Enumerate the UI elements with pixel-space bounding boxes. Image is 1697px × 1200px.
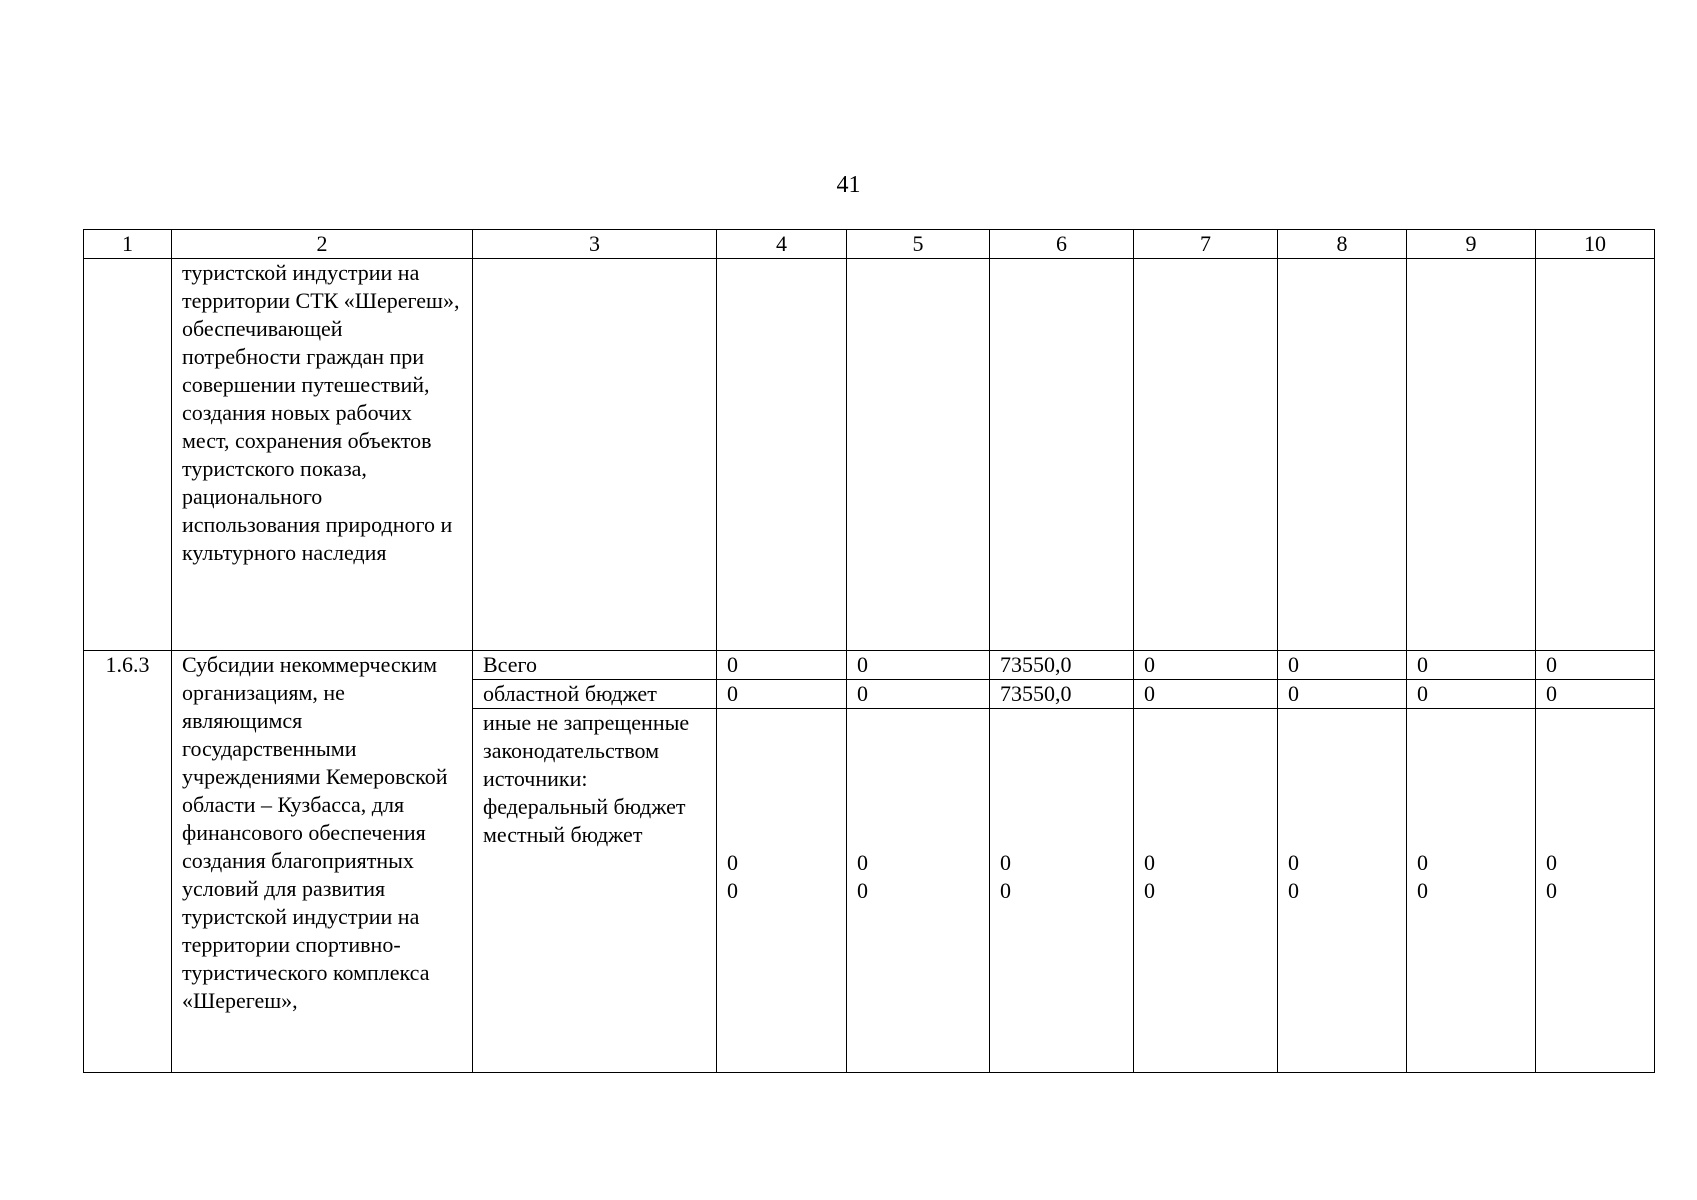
source-label: Всего <box>473 651 717 680</box>
federal-value: 0 <box>727 850 738 875</box>
federal-value: 0 <box>1000 850 1011 875</box>
value-cell: 0 <box>1407 651 1536 680</box>
value-cell <box>1536 259 1655 651</box>
source-label <box>473 709 717 1073</box>
other-sources-label: иные не запрещенные законодательством источники: <box>483 710 690 791</box>
value-cell: 0 <box>1407 680 1536 709</box>
value-cell: 0 <box>717 651 847 680</box>
source-label: областной бюджет <box>473 680 717 709</box>
local-value: 0 <box>1546 878 1557 903</box>
value-cell <box>1278 259 1407 651</box>
column-header: 2 <box>172 230 473 259</box>
value-cell <box>717 709 847 1073</box>
value-cell <box>990 709 1134 1073</box>
federal-value: 0 <box>1144 850 1155 875</box>
value-cell <box>717 259 847 651</box>
local-value: 0 <box>857 878 868 903</box>
column-header: 10 <box>1536 230 1655 259</box>
row-description: туристской индустрии на территории СТК «Шерегеш», обеспечивающей потребности граждан при совершении путешествий, создания новых рабочих мест, сохранения объектов туристского показа, рационального использования природного и культурного наследия <box>172 259 473 651</box>
column-header: 3 <box>473 230 717 259</box>
column-header: 1 <box>84 230 172 259</box>
value-cell: 0 <box>1278 680 1407 709</box>
federal-value: 0 <box>1417 850 1428 875</box>
row-description: Субсидии некоммерческим организациям, не являющимся государственными учреждениями Кемеровской области – Кузбасса, для финансового обеспечения создания благоприятных условий для развития туристской индустрии на территории спортивно-туристического комплекса «Шерегеш», <box>172 651 473 1073</box>
federal-value: 0 <box>1546 850 1557 875</box>
column-header: 6 <box>990 230 1134 259</box>
column-header: 5 <box>847 230 990 259</box>
local-budget-label: местный бюджет <box>483 822 643 847</box>
value-cell <box>1278 709 1407 1073</box>
value-cell <box>847 259 990 651</box>
federal-value: 0 <box>1288 850 1299 875</box>
value-cell <box>1536 709 1655 1073</box>
local-value: 0 <box>727 878 738 903</box>
column-header: 8 <box>1278 230 1407 259</box>
value-cell <box>990 259 1134 651</box>
value-cell: 0 <box>1134 651 1278 680</box>
value-cell <box>1407 709 1536 1073</box>
local-value: 0 <box>1144 878 1155 903</box>
value-cell: 73550,0 <box>990 680 1134 709</box>
value-cell <box>1407 259 1536 651</box>
local-value: 0 <box>1288 878 1299 903</box>
value-cell: 0 <box>717 680 847 709</box>
column-header: 4 <box>717 230 847 259</box>
value-cell <box>1134 709 1278 1073</box>
row-number-cell <box>84 259 172 651</box>
row-number-cell: 1.6.3 <box>84 651 172 1073</box>
column-header: 7 <box>1134 230 1278 259</box>
budget-table <box>83 229 1655 1073</box>
column-header: 9 <box>1407 230 1536 259</box>
source-cell <box>473 259 717 651</box>
column-number-row <box>84 230 1655 259</box>
page-number: 41 <box>836 172 861 198</box>
value-cell: 73550,0 <box>990 651 1134 680</box>
federal-value: 0 <box>857 850 868 875</box>
table-row-continued <box>84 259 1655 651</box>
value-cell: 0 <box>1134 680 1278 709</box>
value-cell: 0 <box>1536 651 1655 680</box>
value-cell: 0 <box>847 680 990 709</box>
value-cell: 0 <box>847 651 990 680</box>
value-cell: 0 <box>1536 680 1655 709</box>
local-value: 0 <box>1000 878 1011 903</box>
value-cell <box>847 709 990 1073</box>
value-cell: 0 <box>1278 651 1407 680</box>
table-row-1-6-3-total <box>84 651 1655 680</box>
local-value: 0 <box>1417 878 1428 903</box>
value-cell <box>1134 259 1278 651</box>
federal-budget-label: федеральный бюджет <box>483 794 686 819</box>
